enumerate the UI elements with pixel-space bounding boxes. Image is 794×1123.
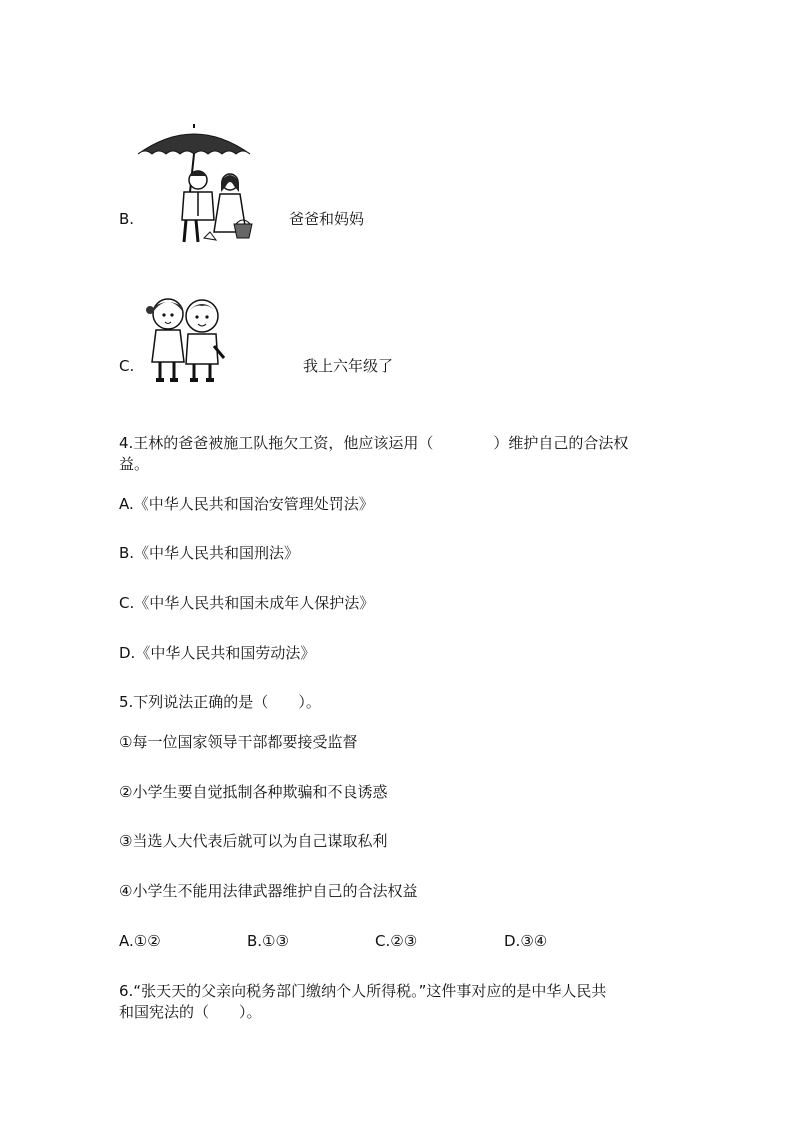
question-5-statement-4: ④小学生不能用法律武器维护自己的合法权益 — [119, 882, 418, 900]
option-b-label: B. — [119, 210, 135, 228]
question-6-stem-line2: 和国宪法的（ ）。 — [119, 1003, 262, 1021]
question-5-choice-a: A.①② — [119, 932, 161, 950]
option-b-caption: 爸爸和妈妈 — [289, 210, 365, 228]
question-5-stem: 5.下列说法正确的是（ ）。 — [119, 693, 321, 711]
question-4-stem-line2: 益。 — [119, 455, 150, 473]
question-4-option-c: C.《中华人民共和国未成年人保护法》 — [119, 594, 375, 612]
question-5-choices — [0, 930, 794, 952]
question-4-stem-line1: 4.王林的爸爸被施工队拖欠工资，他应该运用（ ）维护自己的合法权 — [119, 434, 629, 452]
question-4-option-a: A.《中华人民共和国治安管理处罚法》 — [119, 495, 374, 513]
question-5-statement-1: ①每一位国家领导干部都要接受监督 — [119, 733, 358, 751]
two-children-illustration — [138, 288, 230, 386]
question-5-statement-3: ③当选人大代表后就可以为自己谋取私利 — [119, 832, 388, 850]
question-4-option-d: D.《中华人民共和国劳动法》 — [119, 644, 316, 662]
question-6-stem-line1: 6.“张天天的父亲向税务部门缴纳个人所得税。”这件事对应的是中华人民共 — [119, 982, 607, 1000]
option-c-caption: 我上六年级了 — [303, 357, 394, 375]
question-5-choice-b: B.①③ — [247, 932, 289, 950]
parents-umbrella-illustration — [134, 120, 254, 246]
question-5-choice-d: D.③④ — [504, 932, 548, 950]
question-5-choice-c: C.②③ — [375, 932, 418, 950]
question-5-statement-2: ②小学生要自觉抵制各种欺骗和不良诱惑 — [119, 783, 388, 801]
question-4-option-b: B.《中华人民共和国刑法》 — [119, 544, 300, 562]
option-c-label: C. — [119, 357, 135, 375]
